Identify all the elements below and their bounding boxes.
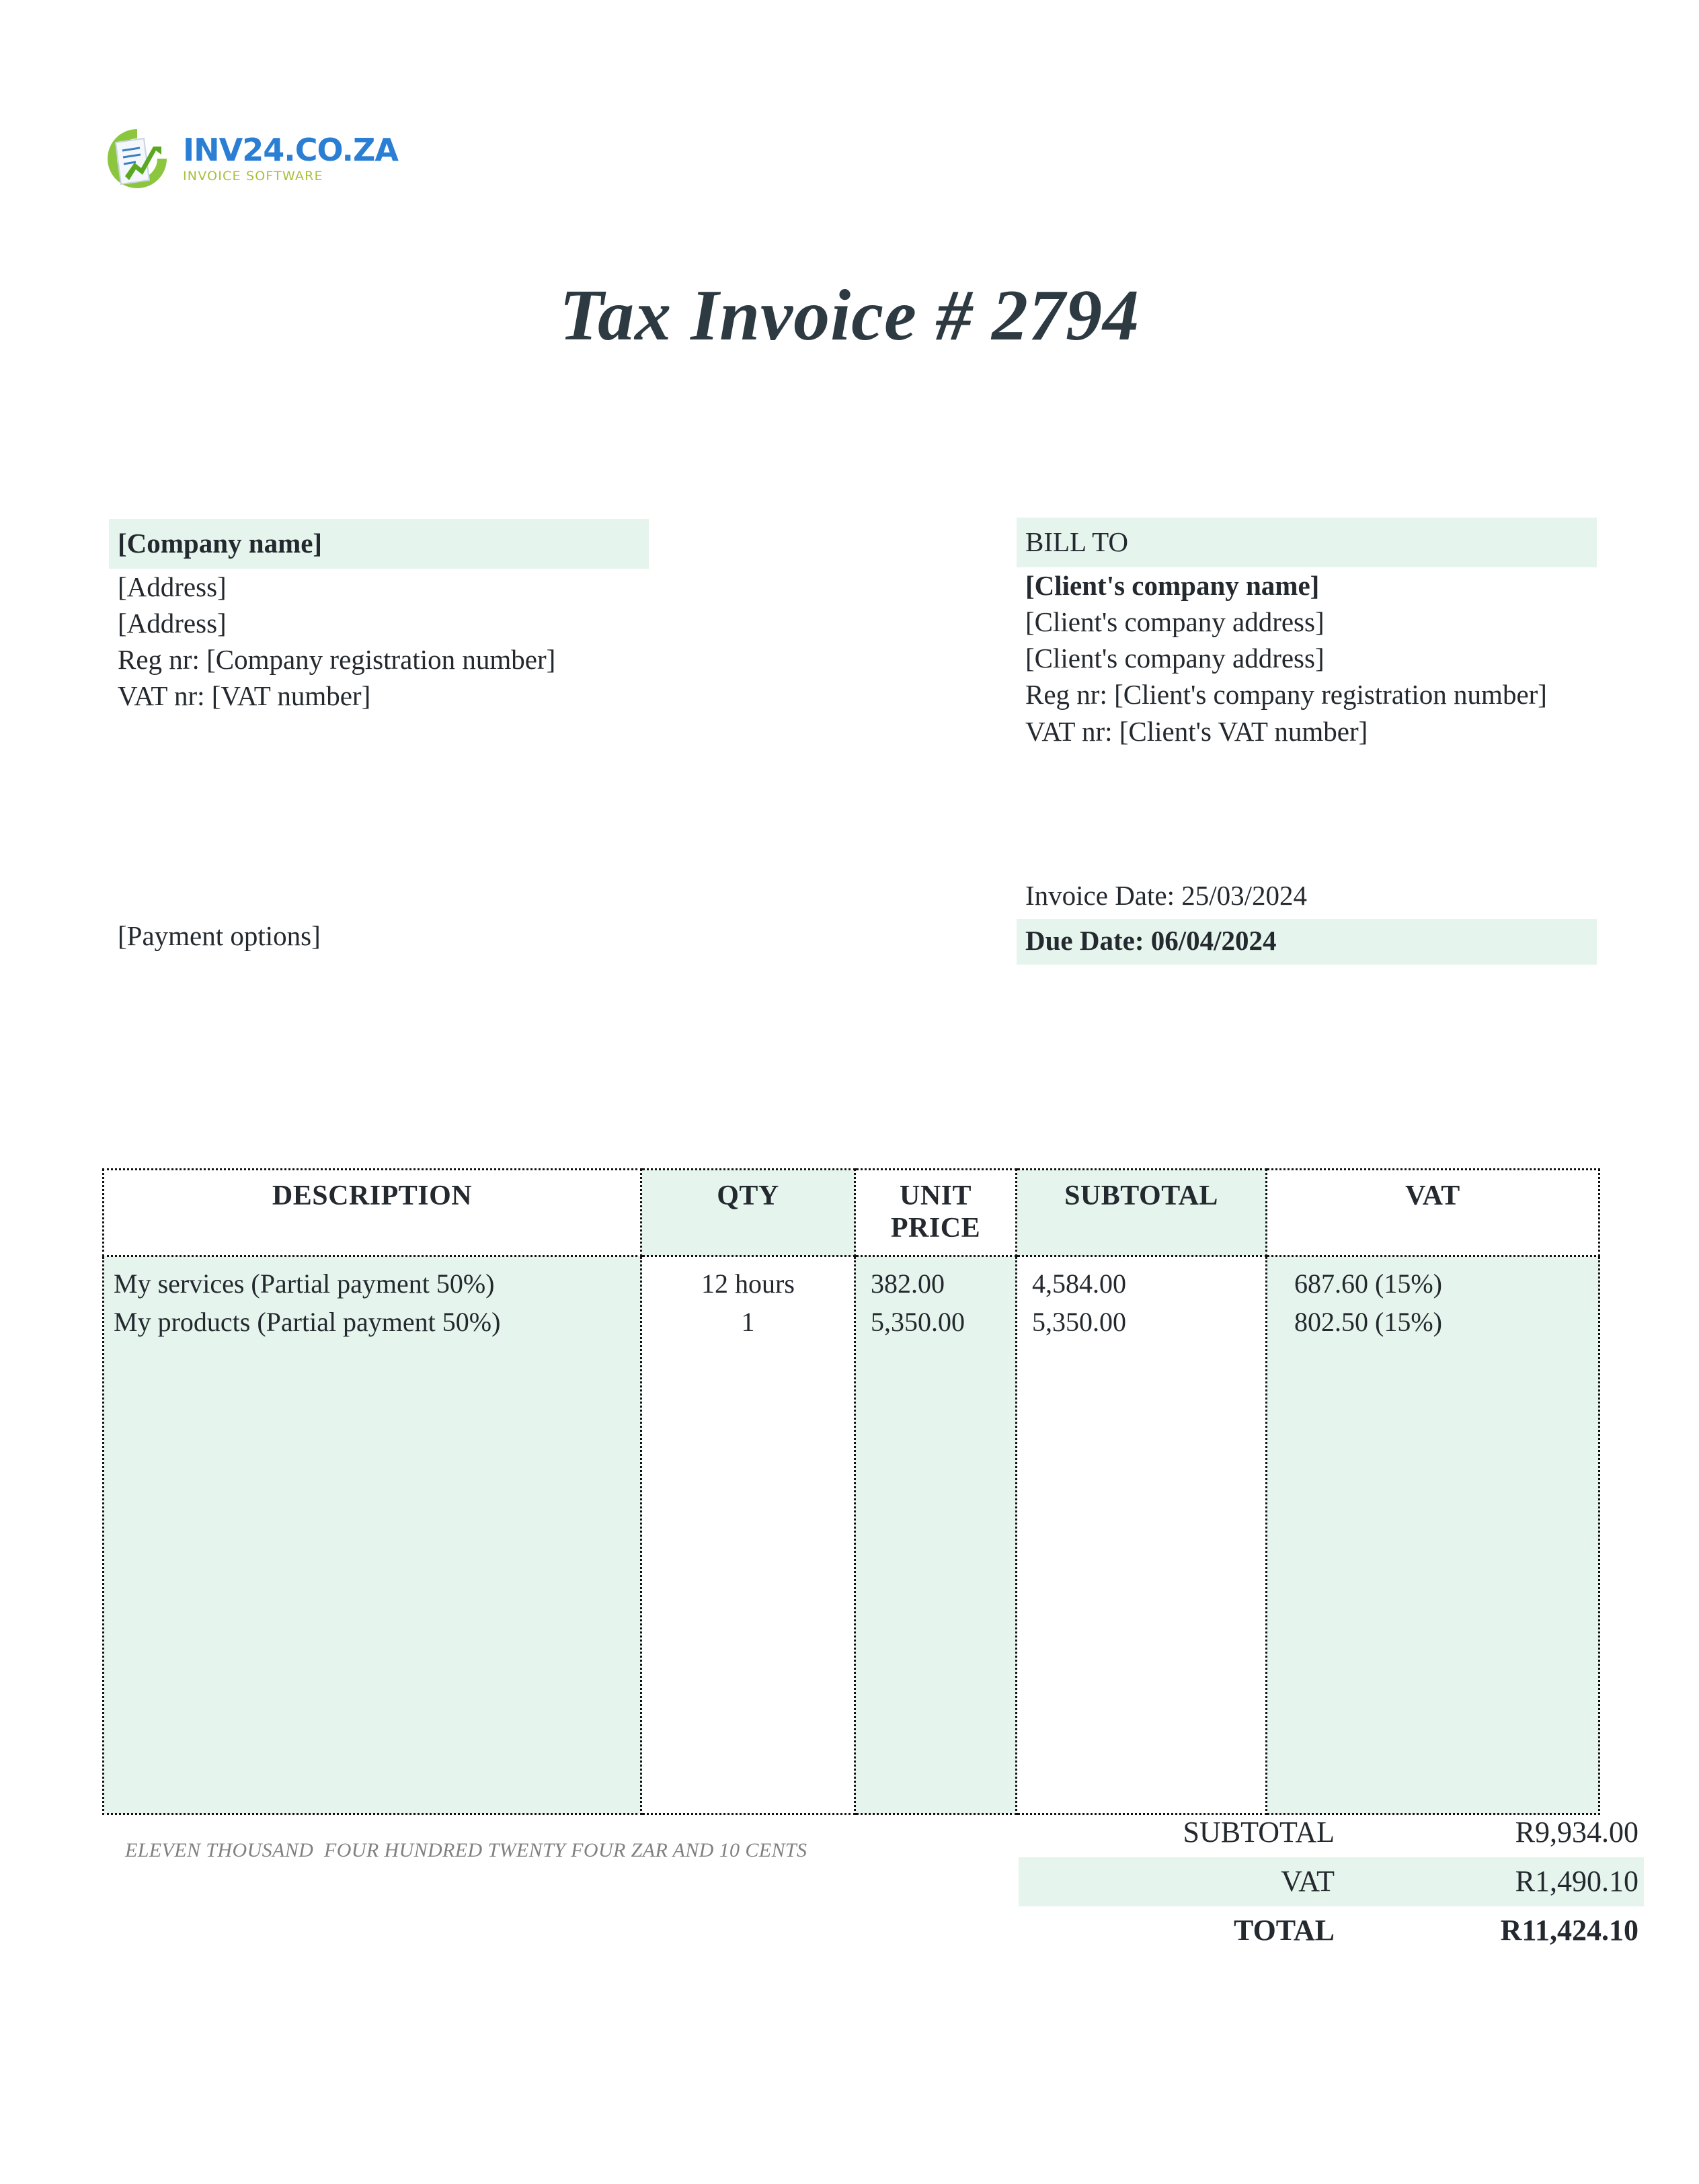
column-header-description: DESCRIPTION: [104, 1170, 641, 1256]
subtotal-value: R9,934.00: [1515, 1816, 1638, 1849]
invoice-date: Invoice Date: 25/03/2024: [1025, 880, 1308, 911]
item-description: My services (Partial payment 50%): [114, 1268, 495, 1299]
table-row: [104, 1256, 1599, 1814]
bill-to-band: [1017, 518, 1597, 567]
column-header-unit-price: UNIT PRICE: [855, 1170, 1017, 1256]
bill-to-heading: BILL TO: [1025, 526, 1128, 557]
subtotal-label: SUBTOTAL: [1183, 1816, 1335, 1849]
logo-subtitle: INVOICE SOFTWARE: [183, 169, 323, 184]
column-header-vat: VAT: [1267, 1170, 1599, 1256]
totals-row-vat: [1019, 1857, 1644, 1906]
vat-label: VAT: [1019, 1857, 1375, 1906]
totals-row-subtotal: [1019, 1808, 1644, 1857]
client-registration-number: Reg nr: [Client's company registration number]: [1025, 679, 1547, 711]
seller-vat-number: VAT nr: [VAT number]: [118, 680, 371, 712]
column-header-subtotal: SUBTOTAL: [1017, 1170, 1267, 1256]
seller-registration-number: Reg nr: [Company registration number]: [118, 644, 556, 676]
item-description: My products (Partial payment 50%): [114, 1306, 501, 1337]
logo-title: INV24.CO.ZA: [183, 132, 398, 168]
amount-in-words: ELEVEN THOUSAND FOUR HUNDRED TWENTY FOUR ZAR AND 10 CENTS: [125, 1839, 807, 1861]
client-address-line-2: [Client's company address]: [1025, 643, 1325, 674]
seller-address-line-1: [Address]: [118, 571, 227, 603]
seller-name-band: [109, 519, 649, 569]
invoice-dates: [1025, 874, 1597, 965]
totals-row-total: [1019, 1906, 1644, 1955]
client-name: [Client's company name]: [1025, 570, 1320, 602]
item-vat: 802.50 (15%): [1294, 1306, 1442, 1337]
line-items-table: [102, 1168, 1600, 1815]
seller-address-line-2: [Address]: [118, 608, 227, 639]
due-date: Due Date: 06/04/2024: [1017, 919, 1597, 964]
seller-details: [118, 519, 649, 715]
totals-table: [1019, 1808, 1644, 1955]
client-address-line-1: [Client's company address]: [1025, 606, 1325, 638]
item-qty: 1: [741, 1306, 755, 1337]
item-subtotal: 5,350.00: [1032, 1306, 1126, 1337]
client-vat-number: VAT nr: [Client's VAT number]: [1025, 715, 1368, 747]
client-details: [1025, 518, 1597, 750]
payment-options: [Payment options]: [118, 920, 321, 951]
item-vat: 687.60 (15%): [1294, 1268, 1442, 1299]
cell-subtotal: [1017, 1256, 1267, 1814]
cell-vat: [1267, 1256, 1599, 1814]
total-value: R11,424.10: [1500, 1914, 1638, 1947]
cell-description: [104, 1256, 641, 1814]
item-subtotal: 4,584.00: [1032, 1268, 1126, 1299]
vat-value: R1,490.10: [1375, 1857, 1644, 1906]
document-green-arrow-circle-icon: [102, 124, 172, 194]
table-header-row: [104, 1170, 1599, 1256]
brand-logo: [102, 124, 398, 194]
seller-name: [Company name]: [118, 528, 323, 559]
cell-qty: [641, 1256, 855, 1814]
page-title: Tax Invoice # 2794: [559, 276, 1140, 356]
item-unit-price: 382.00: [871, 1268, 945, 1299]
item-qty: 12 hours: [701, 1268, 795, 1299]
column-header-qty: QTY: [641, 1170, 855, 1256]
item-unit-price: 5,350.00: [871, 1306, 965, 1337]
cell-unit-price: [855, 1256, 1017, 1814]
total-label: TOTAL: [1234, 1914, 1335, 1947]
